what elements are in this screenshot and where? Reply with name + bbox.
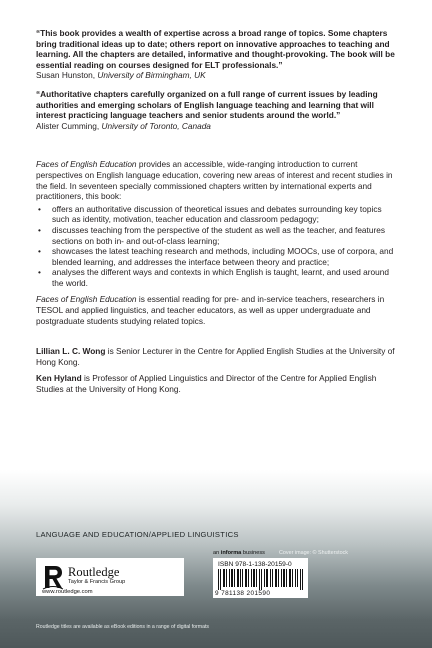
author-bios bbox=[36, 346, 398, 394]
endorser-affiliation: University of Toronto, Canada bbox=[101, 120, 211, 131]
list-item: • showcases the latest teaching research and methods, including MOOCs, use of corpora, and blended learning, and addresses the interface between theory and practice; bbox=[36, 246, 398, 267]
barcode-icon bbox=[218, 569, 303, 590]
author-name: Ken Hyland bbox=[36, 373, 82, 384]
author-name: Lillian L. C. Wong bbox=[36, 346, 106, 357]
barcode-digits: 9 781138 201590 bbox=[215, 590, 271, 597]
ebook-note: Routledge titles are available as eBook editions in a range of digital formats bbox=[36, 624, 210, 630]
isbn-label: ISBN 978-1-138-20159-0 bbox=[218, 561, 292, 568]
series-label: LANGUAGE AND EDUCATION/APPLIED LINGUISTICS bbox=[36, 530, 239, 539]
endorser-name: Alister Cumming, bbox=[36, 120, 102, 131]
informa-brand: informa bbox=[220, 550, 242, 556]
author-bio-text: is Senior Lecturer in the Centre for Applied English Studies at the University of Hong Kong. bbox=[36, 346, 395, 367]
publisher-group: Taylor & Francis Group bbox=[68, 579, 126, 585]
publisher-url: www.routledge.com bbox=[42, 589, 93, 595]
author-bio bbox=[36, 373, 398, 394]
informa-tagline bbox=[213, 550, 265, 556]
feature-list bbox=[36, 204, 398, 289]
endorser-affiliation: University of Birmingham, UK bbox=[97, 70, 206, 81]
publisher-name: Routledge bbox=[68, 565, 120, 579]
list-item: • offers an authoritative discussion of theoretical issues and debates surrounding key topics such as identity, motivation, teacher education and classroom pedagogy; bbox=[36, 204, 398, 225]
book-title: Faces of English Education bbox=[36, 159, 137, 170]
endorsement-quote: “Authoritative chapters carefully organized on a full range of current issues by leading authorities and emerging scholars of English language teaching and learning that will interest practicing language teachers and senior students around the world.” bbox=[36, 88, 378, 121]
audience-statement bbox=[36, 294, 398, 326]
list-item: • analyses the different ways and contexts in which English is taught, learnt, and used around the world. bbox=[36, 267, 398, 288]
barcode-box bbox=[213, 558, 308, 598]
informa-prefix: an bbox=[213, 550, 221, 556]
author-bio bbox=[36, 346, 398, 367]
publisher-logo-box bbox=[36, 558, 184, 596]
audience-text: is essential reading for pre- and in-service teachers, researchers in TESOL and applied linguistics, and teacher educators, as well as upper undergraduate and postgraduate students studying related topics. bbox=[36, 294, 385, 326]
endorsement-attribution bbox=[36, 121, 398, 132]
informa-suffix: business bbox=[241, 550, 265, 556]
cover-text bbox=[36, 28, 398, 395]
description-intro bbox=[36, 159, 398, 201]
cover-image-credit: Cover image: © Shutterstock bbox=[279, 550, 348, 556]
endorser-name: Susan Hunston, bbox=[36, 70, 98, 81]
endorsement-attribution bbox=[36, 70, 398, 81]
list-item: • discusses teaching from the perspective of the student as well as the teacher, and features sections on both in- and out-of-class learning; bbox=[36, 225, 398, 246]
endorsement-quote: “This book provides a wealth of expertise across a broad range of topics. Some chapters bring traditional ideas up to date; others report on innovative approaches to teaching and learning. All the chapters are detailed, informative and thought-provoking. The book will be essential reading on courses designed for ELT professionals.” bbox=[36, 28, 395, 70]
book-title: Faces of English Education bbox=[36, 294, 137, 305]
description-intro-text: provides an accessible, wide-ranging introduction to current perspectives on English language education, covering new areas of interest and recent studies in the field. In seventeen specially commissioned chapters written by international experts and practitioners, this book: bbox=[36, 159, 393, 202]
author-bio-text: is Professor of Applied Linguistics and Director of the Centre for Applied English Studies at the University of Hong Kong. bbox=[36, 373, 377, 395]
routledge-logo-icon bbox=[42, 564, 64, 590]
